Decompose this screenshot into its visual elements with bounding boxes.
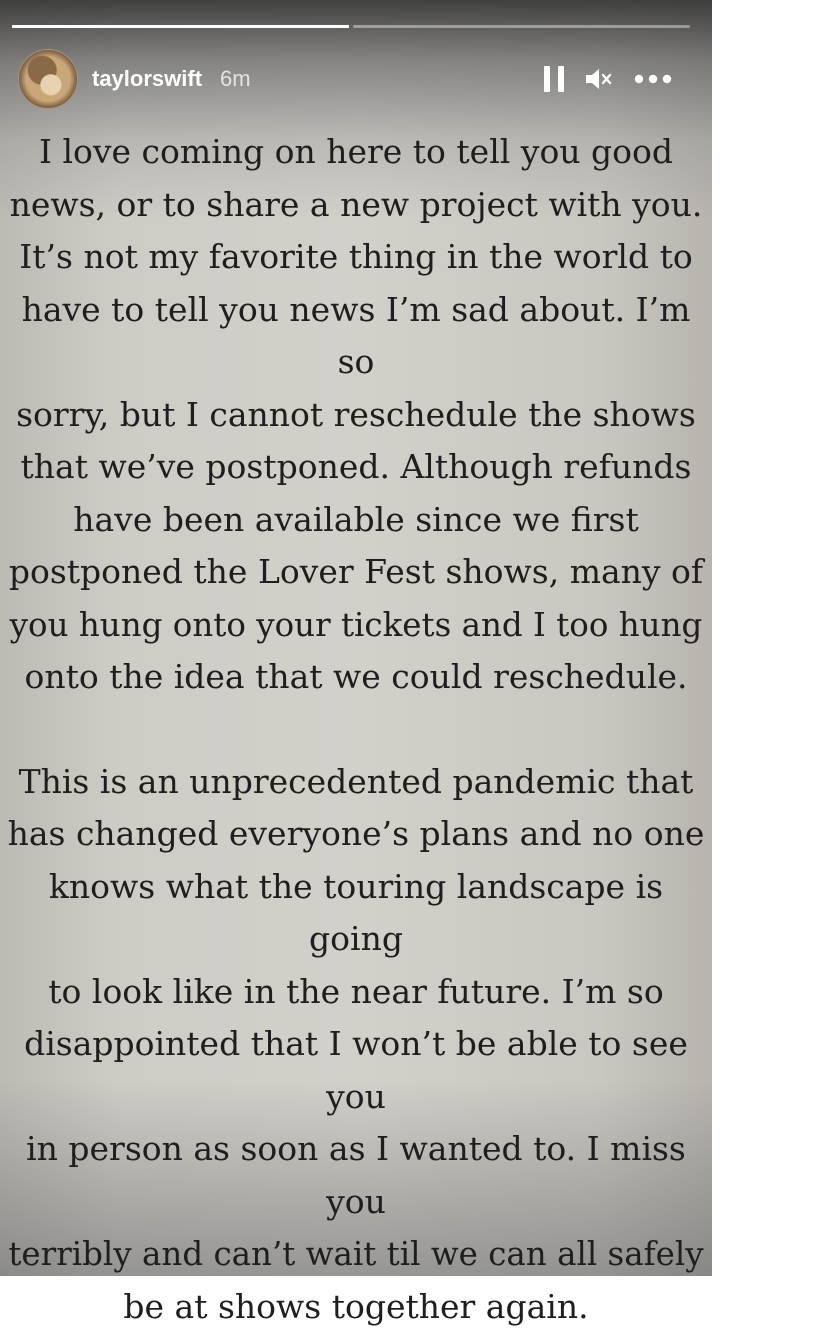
text-line: It’s not my favorite thing in the world to — [19, 237, 692, 276]
story-progress-bar — [12, 25, 690, 28]
text-line: onto the idea that we could reschedule. — [24, 657, 687, 696]
text-line: news, or to share a new project with you. — [10, 185, 703, 224]
progress-segment-1 — [12, 25, 349, 28]
progress-segment-2 — [353, 25, 690, 28]
text-line: have to tell you news I’m sad about. I’m so — [22, 290, 691, 382]
text-line: have been available since we first — [73, 500, 638, 539]
text-line: postponed the Lover Fest shows, many of — [9, 552, 703, 591]
progress-fill-1 — [12, 25, 349, 28]
speaker-muted-icon[interactable] — [584, 66, 614, 92]
text-line: This is an unprecedented pandemic that — [19, 762, 694, 801]
story-text — [0, 126, 712, 1333]
text-line: has changed everyone’s plans and no one — [8, 814, 705, 853]
text-line: knows what the touring landscape is going — [49, 867, 663, 959]
story-controls — [544, 66, 690, 92]
paragraph-2 — [0, 756, 712, 1333]
pause-bar-left — [544, 66, 550, 92]
paragraph-1 — [0, 126, 712, 704]
text-line: I love coming on here to tell you good — [39, 132, 673, 171]
paragraph-gap — [0, 704, 712, 756]
text-line: you hung onto your tickets and I too hung — [10, 606, 703, 644]
pause-bar-right — [558, 66, 564, 92]
text-line: sorry, but I cannot reschedule the shows — [16, 395, 696, 434]
text-line: disappointed that I won’t be able to see you — [24, 1024, 688, 1116]
more-horizontal-icon[interactable] — [634, 74, 672, 84]
text-line: be at shows together again. — [123, 1287, 588, 1326]
text-line: to look like in the near future. I’m so — [48, 972, 663, 1011]
pause-icon[interactable] — [544, 66, 564, 92]
avatar[interactable] — [18, 49, 78, 109]
text-line: terribly and can’t wait til we can all safely — [8, 1235, 703, 1273]
text-line: in person as soon as I wanted to. I miss you — [26, 1129, 686, 1221]
story-header — [18, 50, 690, 108]
post-time: 6m — [220, 66, 251, 92]
username-link[interactable]: taylorswift — [92, 66, 202, 92]
text-line: that we’ve postponed. Although refunds — [21, 447, 692, 486]
